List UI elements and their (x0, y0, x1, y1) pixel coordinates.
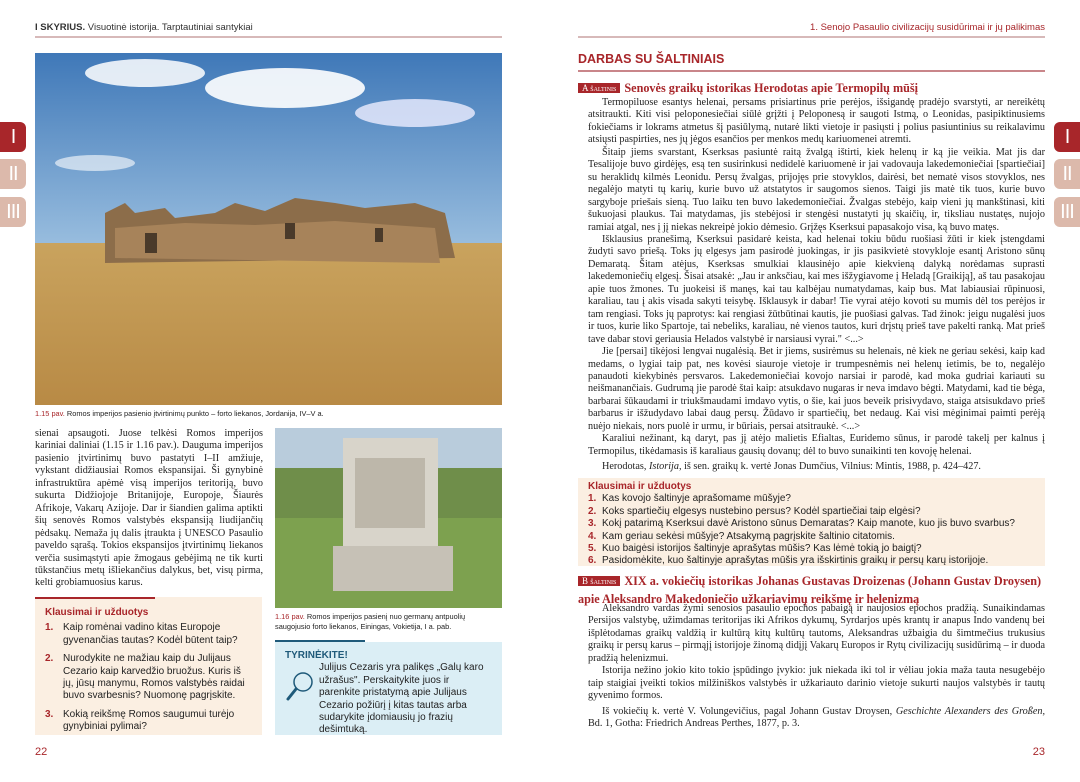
source-a-heading (578, 79, 1045, 97)
figure-1-16-caption: 1.16 pav. Romos imperijos pasienį nuo germanų antpuolių saugojusio forto liekanos, Einingas, Vokietija, I a. pab. (275, 612, 466, 631)
question-item: 4. Kam geriau sekėsi mūšyje? Atsakymą pagrįskite šaltinio citatomis. (588, 530, 895, 542)
source-a-title: Senovės graikų istorikas Herodotas apie Termopilų mūšį (624, 81, 919, 95)
question-item: 2. Nurodykite ne mažiau kaip du Julijaus Cezario kaip karvedžio bruožus. Kuris iš jų, jūsų manymu, Romos valstybės raidai buvo svarbesnis? Nuomonę pagrįskite. (45, 653, 245, 702)
section-title: DARBAS SU ŠALTINIAIS (578, 52, 725, 66)
monument-photo (275, 428, 502, 608)
source-b-text: Aleksandro vardas žymi senosios pasaulio epochos pabaigą ir naujosios epochos pradžią. Sunaikindamas Persijos valstybę, užimdamas teritorijas iki Afrikos dykumų, Syrdarjos upės krantų ir anapus Indo vandenų bei išplėtodamas graikų valdžią ir kultūrą kitų kultūrų tautoms, Aleksandras užbaigia du šimtmečius trukusius graikų ir persų karus – pirmąjį istorijoje žinomą didįjį Vakarų Europos ir Rytų civilizacijų susidūrimą – ir duoda pradžią helenizmui. Istorija nežino jokio kito tokio įspūdingo įvykio: juk niekada iki tol ir vėliau jokia maža tauta nesugebėjo taip staigiai įveikti tokios milžiniškos valstybės ir užkariauto darinio vietoje sukurti naujos valstybės ir tautų gyvenimo formos. Iš vokiečių k. vertė V. Volungevičius, pagal Johann Gustav Droysen, Geschichte Alexanders des Großen, Bd. 1, Gotha: Friedrich Andreas Perthes, 1877, p. 3. (588, 603, 1046, 730)
source-a-text: Termopiluose esantys helenai, persams prisiartinus prie perėjos, išsigandę pradėjo svarstyti, ar nereikėtų atsitraukti. Kiti visi peloponesiečiai siūlė grįžti į Peloponesą ir saugoti Istmą, o Leonidas, pasipiktinusiems fokiečiams ir lokrams atmetus šį pasiūlymą, nutarė likti vietoje ir pasiųsti į polius pasiuntinius su reikalavimu atsiųsti paspirties, nes jų jėgos esančios per menkos medų kariuomenei atremti. Šitaip jiems svarstant, Kserksas pasiuntė raitą žvalgą ištirti, kiek helenų ir ką jie veikia. Mat jis dar Tesalijoje buvo girdėjęs, esą ten susirinkusi nedidelė kariuomenė ir jai vadovauja lakedemoniečiai [spartiečiai] su heraklidų kilmės Leonidu. Persų žvalgas, prijojęs prie stovyklos, dairėsi, bet nematė visos stovyklos, nes negalėjo matyti tų karių, kurie buvo už atstatytos ir saugomos sienos. Taigi jis matė tik tuos, kurie buvo sargyboje priešais sieną. Tuo laiku ten buvo lakedemoniečiai. Žvalgas stebėjo, kaip vieni jų mankštinasi, kiti šukuojasi plaukus. Tai matydamas, jis stebėjosi ir stengėsi nustatyti jų skaičių, ir, tiksliau nustatęs, nujojo ramiai atgal, nes į jį niekas nekreipė jokio dėmesio. Grįžęs Kserksui papasakojo visa, ką buvo matęs. Išklausius pranešimą, Kserksui pasidarė keista, kad helenai tokiu būdu ruošiasi žūti ir kiek įstengdami žudyti savo priešą. Toks jų elgesys jam pasirodė juokingas, ir jis pasikvietė stovykloje esantį Aristono sūnų Demaratą. Šitam atėjus, Kserksas smulkiai klausinėjo apie kiekvieną dalyką norėdamas suprasti lakedemoniečių elgesį. Šisai atsakė: „Jau ir anksčiau, kai mes išžygiavome į Heladą [Graikiją], aš tau pasakojau apie tuos žmones. Tu juokeisi iš manęs, kai tau kalbėjau numatydamas, kaip bus. Mat labiausiai rūpinuosi, karaliau, tau į akis visada sakyti teisybę. Išklausyk ir dabar! Tie vyrai atėjo kovoti su mumis dėl tos perėjos ir tam rengiasi. Toks jų paprotys: kai rengiasi žūtbūtinai kautis, jie puošiasi galvas. Tad žinok: jeigu nugalėsi juos ir tuos, kurie liko Spartoje, tai nebeliks, karaliau, nė vienos tautos, kuri drįstų prieš tave pakelti ranką. Mat prieš tave dabar stovi geriausia Helados valstybė ir narsiausi vyrai." <...> Jie [persai] tikėjosi lengvai nugalėsią. Bet ir jiems, susirėmus su helenais, nė kiek ne geriau sekėsi, kaip kad medams, o lygiai taip pat, nes kovėsi siauroje vietoje ir trumpesnėmis nei helenų ietimis, be to, negalėjo panaudoti kiekybinės persvaros. Lakedemoniečiai kovojo narsiai ir parodė, kad moka gudriai kariauti su neišmanančiais. Gudrumą jie parodė štai kaip: atsukdavo nugaras ir neva imdavo bėgti. Matydami, kad tie bėga, barbarai šūkaudami ir triukšmaudami imdavo vytis, o šie, kai juos beveik prisivydavo, staiga atsisukdavo prieš barbarus ir išžudydavo labai daug persų. Žūdavo ir spartiečių, bet nedaug. Kai visi mėginimai paimti perėją nuėjo niekais, nors puolė ir urmu, ir būriais, persai atsitraukė. <...> Karaliui nežinant, ką daryt, pas jį atėjo malietis Efialtas, Euridemo sūnus, ir parodė takelį per kalnus į Termopilus, tikėdamasis iš karaliaus gausių dovanų; dėl to buvo sunaikinti ten kovoję helenai. Herodotas, Istorija, iš sen. graikų k. vertė Jonas Dumčius, Vilnius: Mintis, 1988, p. 424–427. (588, 97, 1045, 473)
question-item: 3. Kokią reikšmę Romos saugumui turėjo gynybiniai pylimai? (45, 708, 235, 733)
chapter-tab-1[interactable]: I (0, 122, 26, 152)
research-text: Julijus Cezaris yra palikęs „Galų karo užrašus". Perskaitykite juos ir parenkite pristatymą apie Julijaus Cezario požiūrį į kitas tautas arba sudarykite įdomiausių jo frazių dešimtuką. (319, 662, 484, 736)
question-item: 3. Kokį patarimą Kserksui davė Aristono sūnus Demaratas? Kaip manote, kuo jis buvo svarbus? (588, 518, 1015, 530)
right-running-header: 1. Senojo Pasaulio civilizacijų susidūrimai ir jų palikimas (810, 22, 1045, 33)
fort-ruins-photo (35, 53, 502, 405)
chapter-subtitle: Visuotinė istorija. Tarptautiniai santykiai (87, 22, 253, 33)
source-a-label: A šaltinis (578, 83, 620, 93)
chapter-tab-2[interactable]: II (0, 159, 26, 189)
research-title: TYRINĖKITE! (285, 650, 348, 661)
chapter-tab-3[interactable]: III (0, 197, 26, 227)
questions-title: Klausimai ir užduotys (588, 481, 692, 492)
source-a-citation: Herodotas, Istorija, iš sen. graikų k. vertė Jonas Dumčius, Vilnius: Mintis, 1988, p. 424–427. (602, 461, 981, 473)
box-accent-bar (275, 640, 365, 642)
question-item: 6. Pasidomėkite, kuo šaltinyje aprašytas mūšis yra išskirtinis graikų ir persų karų istorijoje. (588, 555, 989, 567)
question-item: 2. Koks spartiečių elgesys nustebino persus? Kodėl spartiečiai taip elgėsi? (588, 505, 921, 517)
header-rule (578, 36, 1045, 38)
section-rule (578, 70, 1045, 72)
questions-title: Klausimai ir užduotys (45, 607, 149, 618)
figure-1-15-caption: 1.15 pav. Romos imperijos pasienio įtvirtinimų punkto – forto liekanos, Jordanija, IV–V a. (35, 409, 324, 418)
page-number-left: 22 (35, 746, 48, 758)
header-rule (35, 36, 502, 38)
question-item: 1. Kaip romėnai vadino kitas Europoje gyvenančias tautas? Kodėl būtent taip? (45, 622, 238, 646)
left-body-text: sienai apsaugoti. Juose telkėsi Romos imperijos kariniai daliniai (1.15 ir 1.16 pav.). Dauguma imperijos pasienio įtvirtinimų buvo pastatyti I–II amžiuje, vykstant didžiausiai Romos ekspansijai. Ši gynybinė infrastruktūra apėmė visą imperijos teritoriją, buvo sukurta Didžiojoje Britanijoje, Europoje, Šiaurės Afrikoje, Vakarų Azijoje. Dar ir šiandien galima aptikti šių senovės Romos valstybės ekspansiją liudijančių pėdsakų. Nemaža jų dalis įtraukta į UNESCO Pasaulio paveldo sąrašą. Tokios ekspansijos įtvirtinimų liekanos verčia susimąstyti apie žmogaus gebėjimą ne tik kurti tūkstančius metų išliekančius dalykus, bet, visų pirma, kelti grobiamuosius karus. (35, 428, 263, 589)
source-b-label: B šaltinis (578, 576, 620, 586)
research-box (275, 642, 502, 735)
box-accent-bar (35, 597, 155, 599)
chapter-tab-2[interactable]: II (1054, 159, 1080, 189)
source-b-citation: Iš vokiečių k. vertė V. Volungevičius, pagal Johann Gustav Droysen, Geschichte Alexanders des Großen, Bd. 1, Gotha: Friedrich Andreas Perthes, 1877, p. 3. (588, 705, 1046, 730)
chapter-label: I SKYRIUS. (35, 22, 86, 33)
page-number-right: 23 (1032, 746, 1045, 758)
source-b-title: XIX a. vokiečių istorikas Johanas Gustavas Droizenas (Johann Gustav Droysen) apie Aleksandro Makedoniečio užkariavimų reikšmę ir helenizmą (578, 574, 1042, 606)
magnifier-icon (285, 670, 315, 704)
left-questions-box (35, 597, 262, 735)
left-running-header (35, 22, 253, 33)
chapter-tab-3[interactable]: III (1054, 197, 1080, 227)
question-item: 1. Kas kovojo šaltinyje aprašomame mūšyje? (588, 493, 791, 505)
right-questions-box (578, 478, 1045, 566)
question-item: 5. Kuo baigėsi istorijos šaltinyje aprašytas mūšis? Kas lėmė tokią jo baigtį? (588, 543, 922, 555)
chapter-tab-1[interactable]: I (1054, 122, 1080, 152)
